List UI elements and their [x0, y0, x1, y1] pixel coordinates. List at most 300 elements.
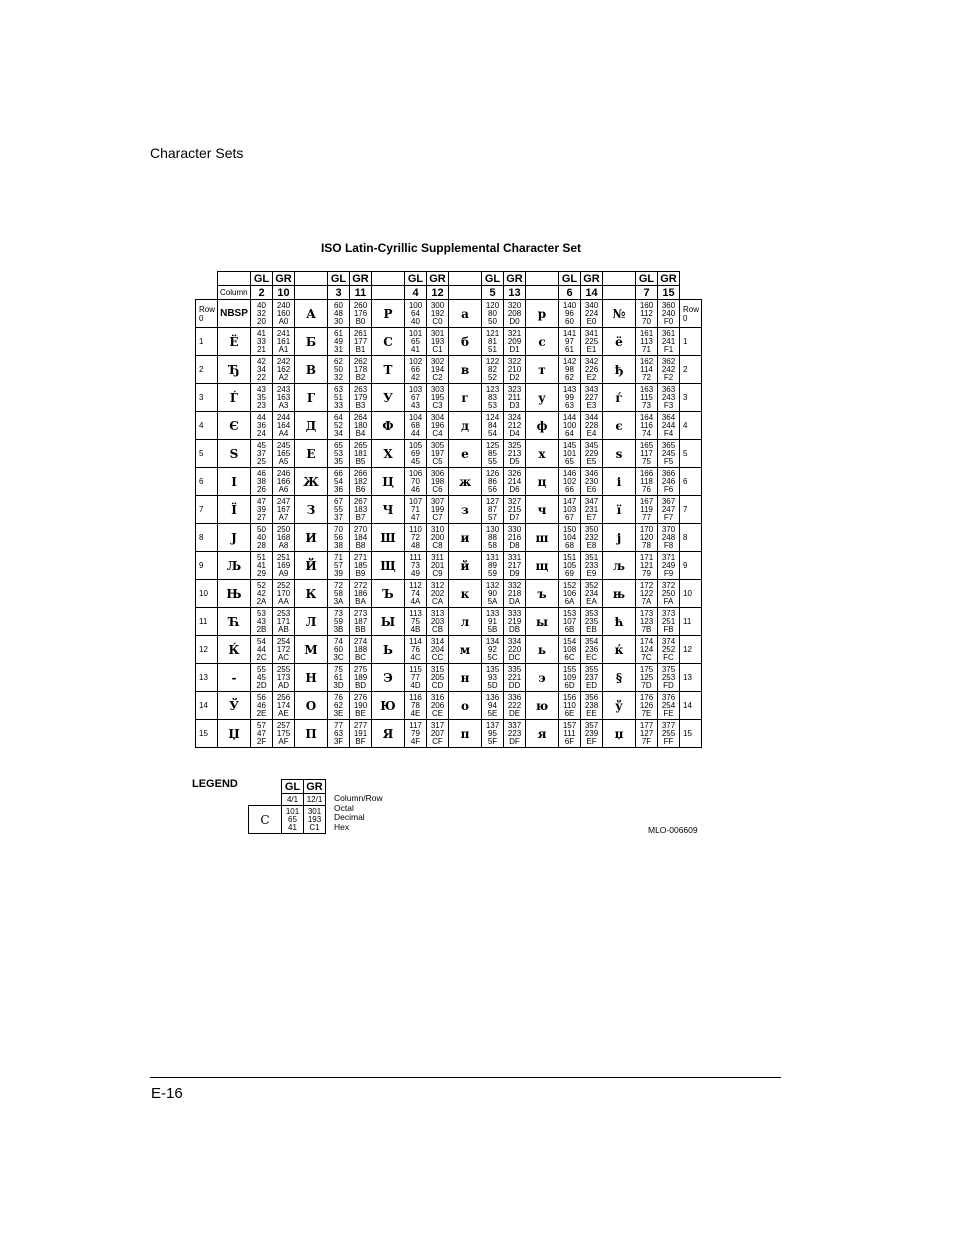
- glyph-cell: Ѕ: [218, 440, 251, 468]
- gr-code-cell: [658, 440, 680, 468]
- decimal-value: 124: [639, 644, 654, 654]
- gr-code-cell: [427, 356, 449, 384]
- decimal-value: 74: [411, 588, 420, 598]
- glyph-cell: Ы: [372, 608, 405, 636]
- decimal-value: 224: [584, 308, 599, 318]
- gl-code-cell: [482, 636, 504, 664]
- legend-label-hex: Hex: [334, 821, 350, 832]
- glyph-cell: Т: [372, 356, 405, 384]
- octal-value: 260: [353, 300, 368, 310]
- row-number: 2: [196, 356, 218, 384]
- glyph-cell: ш: [526, 524, 559, 552]
- glyph-cell: и: [449, 524, 482, 552]
- hex-value: 55: [488, 456, 497, 466]
- gl-code-cell: [482, 692, 504, 720]
- decimal-value: 87: [488, 504, 497, 514]
- hex-value: 37: [334, 512, 343, 522]
- octal-value: 322: [507, 356, 522, 366]
- row-number-value: 0: [199, 313, 204, 323]
- group-spacer: [295, 286, 328, 300]
- glyph-cell: р: [526, 300, 559, 328]
- glyph-cell: д: [449, 412, 482, 440]
- decimal-value: 179: [353, 392, 368, 402]
- hex-value: A3: [278, 400, 289, 410]
- octal-value: 277: [353, 720, 368, 730]
- glyph-cell: Є: [218, 412, 251, 440]
- gr-code-cell: [273, 720, 295, 748]
- hex-value: C3: [432, 400, 443, 410]
- hex-value: 41: [411, 344, 420, 354]
- decimal-value: 104: [562, 532, 577, 542]
- gl-code-cell: [251, 384, 273, 412]
- hex-value: A9: [278, 568, 289, 578]
- decimal-value: 212: [507, 420, 522, 430]
- decimal-value: 90: [488, 588, 497, 598]
- legend-gr-column-row: 12/1: [304, 794, 326, 806]
- glyph-cell: В: [295, 356, 328, 384]
- gl-column-number: 7: [636, 286, 658, 300]
- row-number: 8: [196, 524, 218, 552]
- octal-value: 171: [639, 552, 654, 562]
- table-corner: [196, 272, 218, 286]
- octal-value: 102: [408, 356, 423, 366]
- decimal-value: 56: [334, 532, 343, 542]
- gl-code-cell: [482, 664, 504, 692]
- glyph-cell: А: [295, 300, 328, 328]
- octal-value: 157: [562, 720, 577, 730]
- octal-value: 131: [485, 552, 500, 562]
- gr-code-cell: [581, 636, 603, 664]
- hex-value: EC: [585, 652, 598, 662]
- decimal-value: 213: [507, 448, 522, 458]
- gl-header: GL: [636, 272, 658, 286]
- decimal-value: 53: [334, 448, 343, 458]
- decimal-value: 207: [430, 728, 445, 738]
- decimal-value: 112: [640, 308, 653, 318]
- group-spacer: [526, 272, 559, 286]
- gl-code-cell: [328, 608, 350, 636]
- gl-code-cell: [559, 636, 581, 664]
- gr-code-cell: [427, 384, 449, 412]
- row-number: 13: [680, 664, 702, 692]
- hex-value: DD: [508, 680, 521, 690]
- gl-code-cell: [251, 300, 273, 328]
- hex-value: 47: [411, 512, 420, 522]
- decimal-value: 91: [488, 616, 497, 626]
- decimal-value: 163: [276, 392, 291, 402]
- decimal-value: 216: [507, 532, 522, 542]
- gl-code-cell: [482, 580, 504, 608]
- gr-code-cell: [504, 384, 526, 412]
- decimal-value: 166: [276, 476, 291, 486]
- gr-code-cell: [581, 580, 603, 608]
- hex-value: E5: [586, 456, 597, 466]
- hex-value: 7C: [641, 652, 652, 662]
- character-set-table: [195, 271, 702, 748]
- octal-value: 143: [562, 384, 577, 394]
- row-number: 11: [680, 608, 702, 636]
- octal-value: 336: [507, 692, 522, 702]
- octal-value: 331: [507, 552, 522, 562]
- legend-gl-octal: 101: [285, 806, 300, 816]
- decimal-value: 183: [353, 504, 368, 514]
- gr-header: GR: [273, 272, 295, 286]
- decimal-value: 252: [661, 644, 676, 654]
- hex-value: BF: [355, 736, 366, 746]
- octal-value: 266: [353, 468, 368, 478]
- gl-code-cell: [328, 440, 350, 468]
- hex-value: C5: [432, 456, 443, 466]
- hex-value: 2A: [256, 596, 267, 606]
- row-number: 8: [680, 524, 702, 552]
- gr-code-cell: [427, 692, 449, 720]
- gl-code-cell: [482, 552, 504, 580]
- octal-value: 173: [639, 608, 654, 618]
- decimal-value: 223: [507, 728, 522, 738]
- row-number: [196, 300, 218, 328]
- gr-header: GR: [658, 272, 680, 286]
- gl-code-cell: [482, 524, 504, 552]
- hex-value: BB: [355, 624, 366, 634]
- decimal-value: 178: [353, 364, 368, 374]
- decimal-value: 239: [584, 728, 599, 738]
- octal-value: 246: [276, 468, 291, 478]
- glyph-cell: Ъ: [372, 580, 405, 608]
- octal-value: 337: [507, 720, 522, 730]
- decimal-value: 199: [430, 504, 445, 514]
- gl-column-number: 6: [559, 286, 581, 300]
- legend-label-column-row: Column/Row: [334, 793, 383, 803]
- hex-value: EB: [586, 624, 597, 634]
- hex-value: D8: [509, 540, 520, 550]
- hex-value: 72: [642, 372, 651, 382]
- glyph-cell: ы: [526, 608, 559, 636]
- decimal-value: 85: [488, 448, 497, 458]
- octal-value: 265: [353, 440, 368, 450]
- legend-gl-decimal: 65: [288, 814, 297, 824]
- octal-value: 163: [639, 384, 654, 394]
- gr-code-cell: [350, 356, 372, 384]
- row-number: 15: [680, 720, 702, 748]
- octal-value: 316: [430, 692, 445, 702]
- octal-value: 41: [257, 328, 266, 338]
- decimal-value: 32: [257, 308, 266, 318]
- octal-value: 312: [430, 580, 445, 590]
- gr-code-cell: [350, 300, 372, 328]
- group-spacer: [295, 272, 328, 286]
- glyph-cell: ў: [603, 692, 636, 720]
- glyph-cell: Ѓ: [218, 384, 251, 412]
- decimal-value: 98: [565, 364, 574, 374]
- hex-value: 3F: [333, 736, 344, 746]
- octal-value: 271: [353, 552, 368, 562]
- glyph-cell: З: [295, 496, 328, 524]
- gl-code-cell: [636, 440, 658, 468]
- octal-value: 62: [334, 356, 343, 366]
- group-spacer: [449, 286, 482, 300]
- decimal-value: 168: [276, 532, 291, 542]
- decimal-value: 228: [584, 420, 599, 430]
- gr-code-cell: [427, 328, 449, 356]
- decimal-value: 119: [640, 504, 653, 514]
- octal-value: 174: [639, 636, 654, 646]
- gr-code-cell: [273, 664, 295, 692]
- glyph-cell: №: [603, 300, 636, 328]
- octal-value: 315: [430, 664, 445, 674]
- decimal-value: 111: [563, 728, 576, 738]
- octal-value: 147: [562, 496, 577, 506]
- gr-column-number: 15: [658, 286, 680, 300]
- hex-value: B0: [355, 316, 366, 326]
- decimal-value: 234: [584, 588, 599, 598]
- gr-code-cell: [581, 384, 603, 412]
- gl-code-cell: [251, 580, 273, 608]
- hex-value: 5D: [487, 680, 498, 690]
- hex-value: 53: [488, 400, 497, 410]
- octal-value: 321: [507, 328, 522, 338]
- octal-value: 162: [639, 356, 654, 366]
- hex-value: 78: [642, 540, 651, 550]
- decimal-value: 197: [430, 448, 445, 458]
- gl-code-cell: [482, 300, 504, 328]
- octal-value: 141: [562, 328, 577, 338]
- octal-value: 74: [334, 636, 343, 646]
- glyph-cell: а: [449, 300, 482, 328]
- decimal-value: 243: [661, 392, 676, 402]
- gr-code-cell: [273, 440, 295, 468]
- gr-code-cell: [273, 636, 295, 664]
- octal-value: 366: [661, 468, 676, 478]
- gr-code-cell: [273, 300, 295, 328]
- octal-value: 304: [430, 412, 445, 422]
- table-row: [196, 356, 702, 384]
- hex-value: 59: [488, 568, 497, 578]
- legend-gr-decimal: 193: [307, 814, 322, 824]
- hex-value: 46: [411, 484, 420, 494]
- decimal-value: 198: [430, 476, 445, 486]
- octal-value: 135: [485, 664, 500, 674]
- decimal-value: 185: [353, 560, 368, 570]
- group-spacer: [372, 286, 405, 300]
- figure-id: MLO-006609: [648, 825, 698, 835]
- gl-code-cell: [405, 524, 427, 552]
- decimal-value: 187: [353, 616, 368, 626]
- hex-value: AD: [277, 680, 290, 690]
- gr-code-cell: [273, 524, 295, 552]
- hex-value: F5: [663, 456, 674, 466]
- hex-value: 42: [411, 372, 420, 382]
- legend-labels: [334, 794, 383, 832]
- hex-value: C1: [432, 344, 443, 354]
- gl-column-number: 3: [328, 286, 350, 300]
- gl-code-cell: [636, 692, 658, 720]
- glyph-cell: з: [449, 496, 482, 524]
- hex-value: D3: [509, 400, 520, 410]
- hex-value: B5: [355, 456, 366, 466]
- octal-value: 341: [584, 328, 599, 338]
- decimal-value: 100: [562, 420, 577, 430]
- hex-value: F4: [663, 428, 674, 438]
- octal-value: 372: [661, 580, 676, 590]
- decimal-value: 58: [334, 588, 343, 598]
- octal-value: 172: [639, 580, 654, 590]
- decimal-value: 95: [488, 728, 497, 738]
- row-number: 11: [196, 608, 218, 636]
- gr-column-number: 13: [504, 286, 526, 300]
- decimal-value: 57: [334, 560, 343, 570]
- octal-value: 261: [353, 328, 368, 338]
- hex-value: 61: [565, 344, 574, 354]
- glyph-cell: і: [603, 468, 636, 496]
- gl-code-cell: [251, 552, 273, 580]
- octal-value: 156: [562, 692, 577, 702]
- decimal-value: 161: [276, 336, 291, 346]
- gl-code-cell: [636, 720, 658, 748]
- decimal-value: 105: [562, 560, 577, 570]
- table-row: [196, 608, 702, 636]
- decimal-value: 47: [257, 728, 266, 738]
- glyph-cell: Њ: [218, 580, 251, 608]
- hex-value: FD: [663, 680, 674, 690]
- glyph-cell: Щ: [372, 552, 405, 580]
- octal-value: 104: [408, 412, 423, 422]
- glyph-cell: Л: [295, 608, 328, 636]
- decimal-value: 251: [661, 616, 676, 626]
- gl-code-cell: [251, 468, 273, 496]
- gr-header: GR: [504, 272, 526, 286]
- hex-value: B9: [355, 568, 366, 578]
- decimal-value: 73: [411, 560, 420, 570]
- decimal-value: 64: [411, 308, 420, 318]
- octal-value: 73: [334, 608, 343, 618]
- octal-value: 56: [257, 692, 266, 702]
- octal-value: 313: [430, 608, 445, 618]
- decimal-value: 55: [334, 504, 343, 514]
- gl-code-cell: [405, 300, 427, 328]
- decimal-value: 218: [507, 588, 522, 598]
- hex-value: 3B: [333, 624, 344, 634]
- decimal-value: 196: [430, 420, 445, 430]
- decimal-value: 250: [661, 588, 676, 598]
- glyph-cell: ѕ: [603, 440, 636, 468]
- decimal-value: 227: [584, 392, 599, 402]
- decimal-value: 41: [257, 560, 266, 570]
- gr-code-cell: [427, 300, 449, 328]
- gr-code-cell: [504, 552, 526, 580]
- decimal-value: 83: [488, 392, 497, 402]
- hex-value: 34: [334, 428, 343, 438]
- decimal-value: 253: [661, 672, 676, 682]
- hex-value: 6A: [564, 596, 575, 606]
- decimal-value: 200: [430, 532, 445, 542]
- gr-column-number: 14: [581, 286, 603, 300]
- gl-code-cell: [559, 580, 581, 608]
- table-row: [196, 384, 702, 412]
- glyph-cell: л: [449, 608, 482, 636]
- decimal-value: 39: [257, 504, 266, 514]
- octal-value: 52: [257, 580, 266, 590]
- glyph-cell: й: [449, 552, 482, 580]
- octal-value: 155: [562, 664, 577, 674]
- group-spacer: [603, 272, 636, 286]
- octal-value: 360: [661, 300, 676, 310]
- octal-value: 343: [584, 384, 599, 394]
- octal-value: 326: [507, 468, 522, 478]
- octal-value: 345: [584, 440, 599, 450]
- gl-code-cell: [482, 496, 504, 524]
- gr-code-cell: [581, 552, 603, 580]
- glyph-cell: љ: [603, 552, 636, 580]
- gr-code-cell: [658, 692, 680, 720]
- gr-code-cell: [273, 412, 295, 440]
- octal-value: 324: [507, 412, 522, 422]
- gr-code-cell: [658, 300, 680, 328]
- glyph-cell: е: [449, 440, 482, 468]
- octal-value: 303: [430, 384, 445, 394]
- hex-value: 43: [411, 400, 420, 410]
- octal-value: 374: [661, 636, 676, 646]
- decimal-value: 34: [257, 364, 266, 374]
- gl-code-cell: [636, 356, 658, 384]
- row-number: 1: [196, 328, 218, 356]
- octal-value: 122: [485, 356, 500, 366]
- gl-code-cell: [251, 356, 273, 384]
- glyph-cell: м: [449, 636, 482, 664]
- octal-value: 357: [584, 720, 599, 730]
- hex-value: A6: [278, 484, 289, 494]
- decimal-value: 182: [353, 476, 368, 486]
- octal-value: 375: [661, 664, 676, 674]
- hex-value: D2: [509, 372, 520, 382]
- glyph-cell: Г: [295, 384, 328, 412]
- gl-code-cell: [636, 412, 658, 440]
- octal-value: 302: [430, 356, 445, 366]
- decimal-value: 231: [584, 504, 599, 514]
- gr-code-cell: [658, 580, 680, 608]
- hex-value: BD: [354, 680, 367, 690]
- hex-value: C8: [432, 540, 443, 550]
- octal-value: 114: [409, 636, 422, 646]
- decimal-value: 67: [411, 392, 420, 402]
- decimal-value: 202: [430, 588, 445, 598]
- octal-value: 346: [584, 468, 599, 478]
- gr-code-cell: [581, 356, 603, 384]
- octal-value: 165: [639, 440, 654, 450]
- decimal-value: 99: [565, 392, 574, 402]
- gl-code-cell: [328, 692, 350, 720]
- glyph-cell: Ј: [218, 524, 251, 552]
- hex-value: 65: [565, 456, 574, 466]
- decimal-value: 211: [508, 392, 521, 402]
- hex-value: 75: [642, 456, 651, 466]
- octal-value: 340: [584, 300, 599, 310]
- glyph-cell: н: [449, 664, 482, 692]
- decimal-value: 109: [562, 672, 577, 682]
- decimal-value: 93: [488, 672, 497, 682]
- hex-value: E2: [586, 372, 597, 382]
- hex-value: 4C: [410, 652, 421, 662]
- gl-code-cell: [559, 412, 581, 440]
- hex-value: 31: [334, 344, 343, 354]
- gr-code-cell: [350, 580, 372, 608]
- octal-value: 75: [334, 664, 343, 674]
- octal-value: 367: [661, 496, 676, 506]
- hex-value: A4: [278, 428, 289, 438]
- decimal-value: 186: [353, 588, 368, 598]
- hex-value: 5B: [487, 624, 498, 634]
- octal-value: 65: [334, 440, 343, 450]
- octal-value: 46: [257, 468, 266, 478]
